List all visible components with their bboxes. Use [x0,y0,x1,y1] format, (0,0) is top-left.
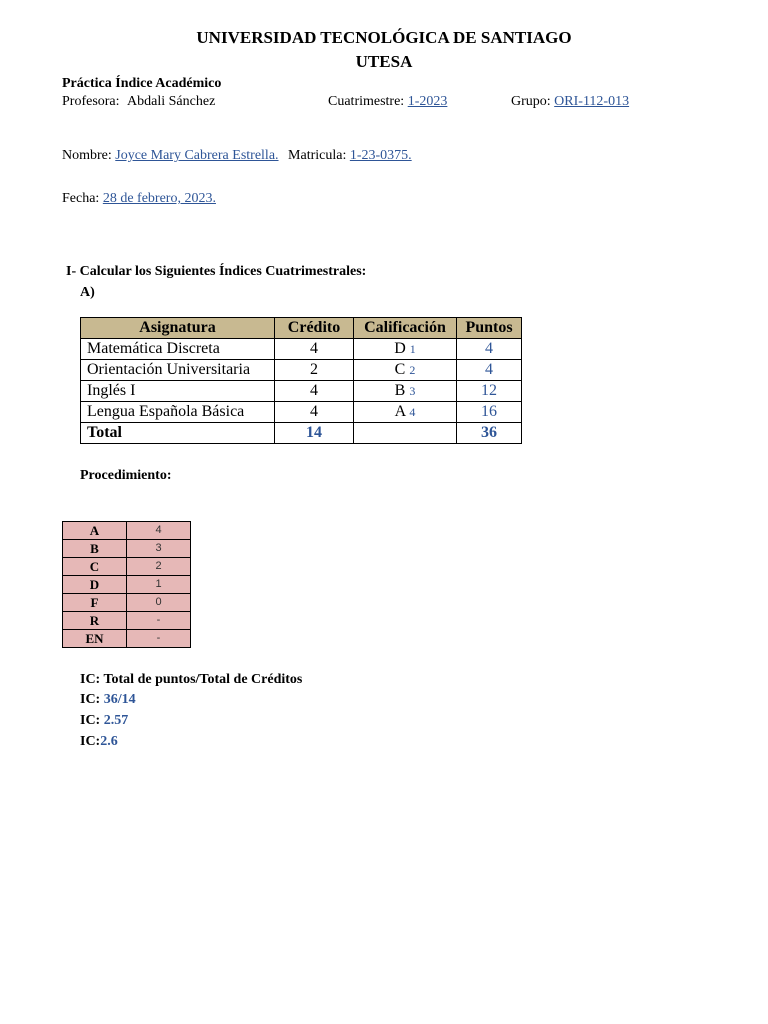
section-part: A) [80,285,95,300]
grade-letter: EN [63,630,127,648]
table-row [63,558,191,576]
total-grade-empty [354,423,457,444]
credit-cell: 4 [275,339,354,360]
subjects-table [80,317,522,444]
grade-value: 3 [409,384,416,398]
header-points: Puntos [457,318,522,339]
date-value[interactable]: 28 de febrero, 2023. [102,191,216,206]
grade-points: 2 [127,558,191,576]
ic-line-decimal [80,713,128,729]
total-points: 36 [457,423,522,444]
grade-cell [354,360,457,381]
group-line [511,94,629,110]
date-label: Fecha: [62,191,100,206]
ic-label: IC: [80,692,101,707]
subject-cell: Lengua Española Básica [81,402,275,423]
grade-letter: D [394,340,406,357]
name-line [62,148,412,164]
ic-decimal: 2.57 [103,713,129,728]
grade-scale-table [62,521,191,648]
group-value[interactable]: ORI-112-013 [554,94,630,109]
table-row [63,630,191,648]
ic-fraction: 36/14 [103,692,136,707]
term-value[interactable]: 1-2023 [407,94,448,109]
total-row [81,423,522,444]
grade-letter: F [63,594,127,612]
professor-name: Abdali Sánchez [127,94,216,109]
grade-value: 1 [409,342,416,356]
grade-points: - [127,630,191,648]
name-value[interactable]: Joyce Mary Cabrera Estrella. [115,148,279,163]
ic-line-fraction [80,692,136,708]
term-line [328,94,447,110]
subject-cell: Inglés I [81,381,275,402]
grade-letter: D [63,576,127,594]
procedure-label: Procedimiento: [80,468,172,483]
grade-points: 4 [127,522,191,540]
points-cell: 16 [457,402,522,423]
term-label: Cuatrimestre: [328,94,405,109]
practice-title: Práctica Índice Académico [62,76,222,91]
ic-line-rounded [80,734,118,750]
grade-letter: C [63,558,127,576]
grade-cell [354,402,457,423]
ic-label: IC: [80,713,101,728]
credit-cell: 4 [275,381,354,402]
points-cell: 12 [457,381,522,402]
table-row [63,522,191,540]
table-header-row [81,318,522,339]
grade-letter: C [394,361,406,378]
subject-cell: Orientación Universitaria [81,360,275,381]
university-acronym: UTESA [355,52,413,71]
points-cell: 4 [457,339,522,360]
grade-letter: B [63,540,127,558]
university-title: UNIVERSIDAD TECNOLÓGICA DE SANTIAGO [196,28,572,47]
id-value[interactable]: 1-23-0375. [349,148,412,163]
group-label: Grupo: [511,94,551,109]
grade-cell [354,381,457,402]
credit-cell: 4 [275,402,354,423]
grade-letter: B [394,382,406,399]
points-cell: 4 [457,360,522,381]
ic-rounded: 2.6 [100,734,118,749]
date-line [62,191,216,207]
ic-formula: IC: Total de puntos/Total de Créditos [80,672,303,687]
id-label: Matricula: [288,148,347,163]
grade-points: 1 [127,576,191,594]
header-credit: Crédito [275,318,354,339]
professor-line [62,94,215,110]
grade-letter: A [63,522,127,540]
name-label: Nombre: [62,148,112,163]
table-row [63,594,191,612]
grade-letter: A [394,403,406,420]
total-label: Total [81,423,275,444]
section-heading: I- Calcular los Siguientes Índices Cuatrimestrales: [66,264,367,279]
table-row [63,540,191,558]
table-row [63,612,191,630]
grade-letter: R [63,612,127,630]
header-grade: Calificación [354,318,457,339]
grade-value: 4 [409,405,416,419]
table-row [81,339,522,360]
credit-cell: 2 [275,360,354,381]
header-subject: Asignatura [81,318,275,339]
grade-points: 0 [127,594,191,612]
grade-cell [354,339,457,360]
grade-points: - [127,612,191,630]
professor-label: Profesora: [62,94,120,109]
ic-label: IC: [80,734,101,749]
table-row [81,402,522,423]
table-row [63,576,191,594]
table-row [81,381,522,402]
grade-value: 2 [409,363,416,377]
subject-cell: Matemática Discreta [81,339,275,360]
table-row [81,360,522,381]
total-credits: 14 [275,423,354,444]
grade-points: 3 [127,540,191,558]
